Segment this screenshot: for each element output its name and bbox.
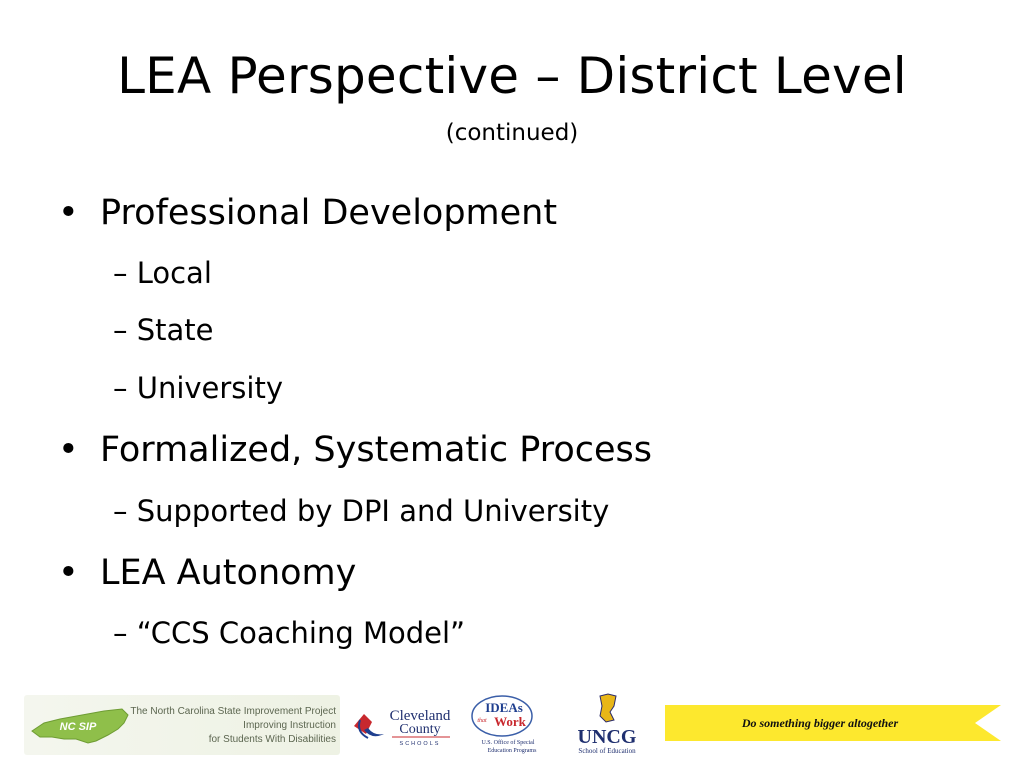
ncsip-line3: for Students With Disabilities [208, 734, 336, 745]
bullet-text: Formalized, Systematic Process [100, 430, 652, 470]
ncsip-logo [24, 695, 340, 755]
bullet-icon: • [58, 430, 79, 470]
uncg-sub: School of Education [578, 747, 636, 755]
dash-icon: – [113, 494, 128, 528]
tagline-text: Do something bigger altogether [741, 715, 899, 730]
ncsip-line2: Improving Instruction [243, 720, 336, 731]
ncsip-badge: NC SIP [59, 721, 97, 733]
nc-state-map-icon [30, 705, 130, 747]
uncg-logo [570, 692, 646, 758]
ideas-word1: IDEAs [485, 700, 523, 715]
ideas-that-work-logo [468, 694, 548, 756]
sub-bullet-item [113, 614, 465, 652]
sub-bullet-text: State [136, 313, 214, 347]
spartan-helmet-icon [600, 694, 616, 722]
bullet-item [58, 428, 652, 472]
bullet-text: Professional Development [100, 193, 558, 233]
bullet-icon: • [58, 553, 79, 593]
ncsip-text [126, 705, 336, 747]
tagline-banner [665, 705, 1001, 741]
ncsip-line1: The North Carolina State Improvement Project [130, 706, 336, 717]
cleveland-line1: Cleveland [389, 708, 451, 724]
bullet-text: LEA Autonomy [100, 553, 357, 593]
sub-bullet-item [113, 311, 213, 349]
dash-icon: – [113, 616, 128, 650]
sub-bullet-text: University [136, 371, 284, 405]
ideas-line2: Education Programs [487, 748, 537, 754]
sub-bullet-text: Supported by DPI and University [136, 494, 610, 528]
cleveland-line2: County [399, 722, 441, 737]
sub-bullet-item [113, 254, 212, 292]
slide-subtitle: (continued) [445, 120, 579, 146]
dash-icon: – [113, 371, 128, 405]
slide-title: LEA Perspective – District Level [117, 47, 907, 105]
dash-icon: – [113, 313, 128, 347]
ideas-word3: Work [494, 714, 526, 729]
cleveland-county-logo [350, 700, 460, 748]
cleveland-line3: SCHOOLS [399, 741, 441, 747]
ideas-line1: U.S. Office of Special [481, 740, 535, 746]
sub-bullet-text: Local [136, 256, 212, 290]
uncg-name: UNCG [577, 726, 637, 748]
ideas-word2: that [477, 718, 487, 724]
footer-logos [0, 688, 1024, 768]
bullet-icon: • [58, 193, 79, 233]
bullet-item [58, 551, 356, 595]
sub-bullet-item [113, 492, 609, 530]
bullet-item [58, 191, 557, 235]
dash-icon: – [113, 256, 128, 290]
sub-bullet-item [113, 369, 283, 407]
sub-bullet-text: “CCS Coaching Model” [136, 616, 466, 650]
